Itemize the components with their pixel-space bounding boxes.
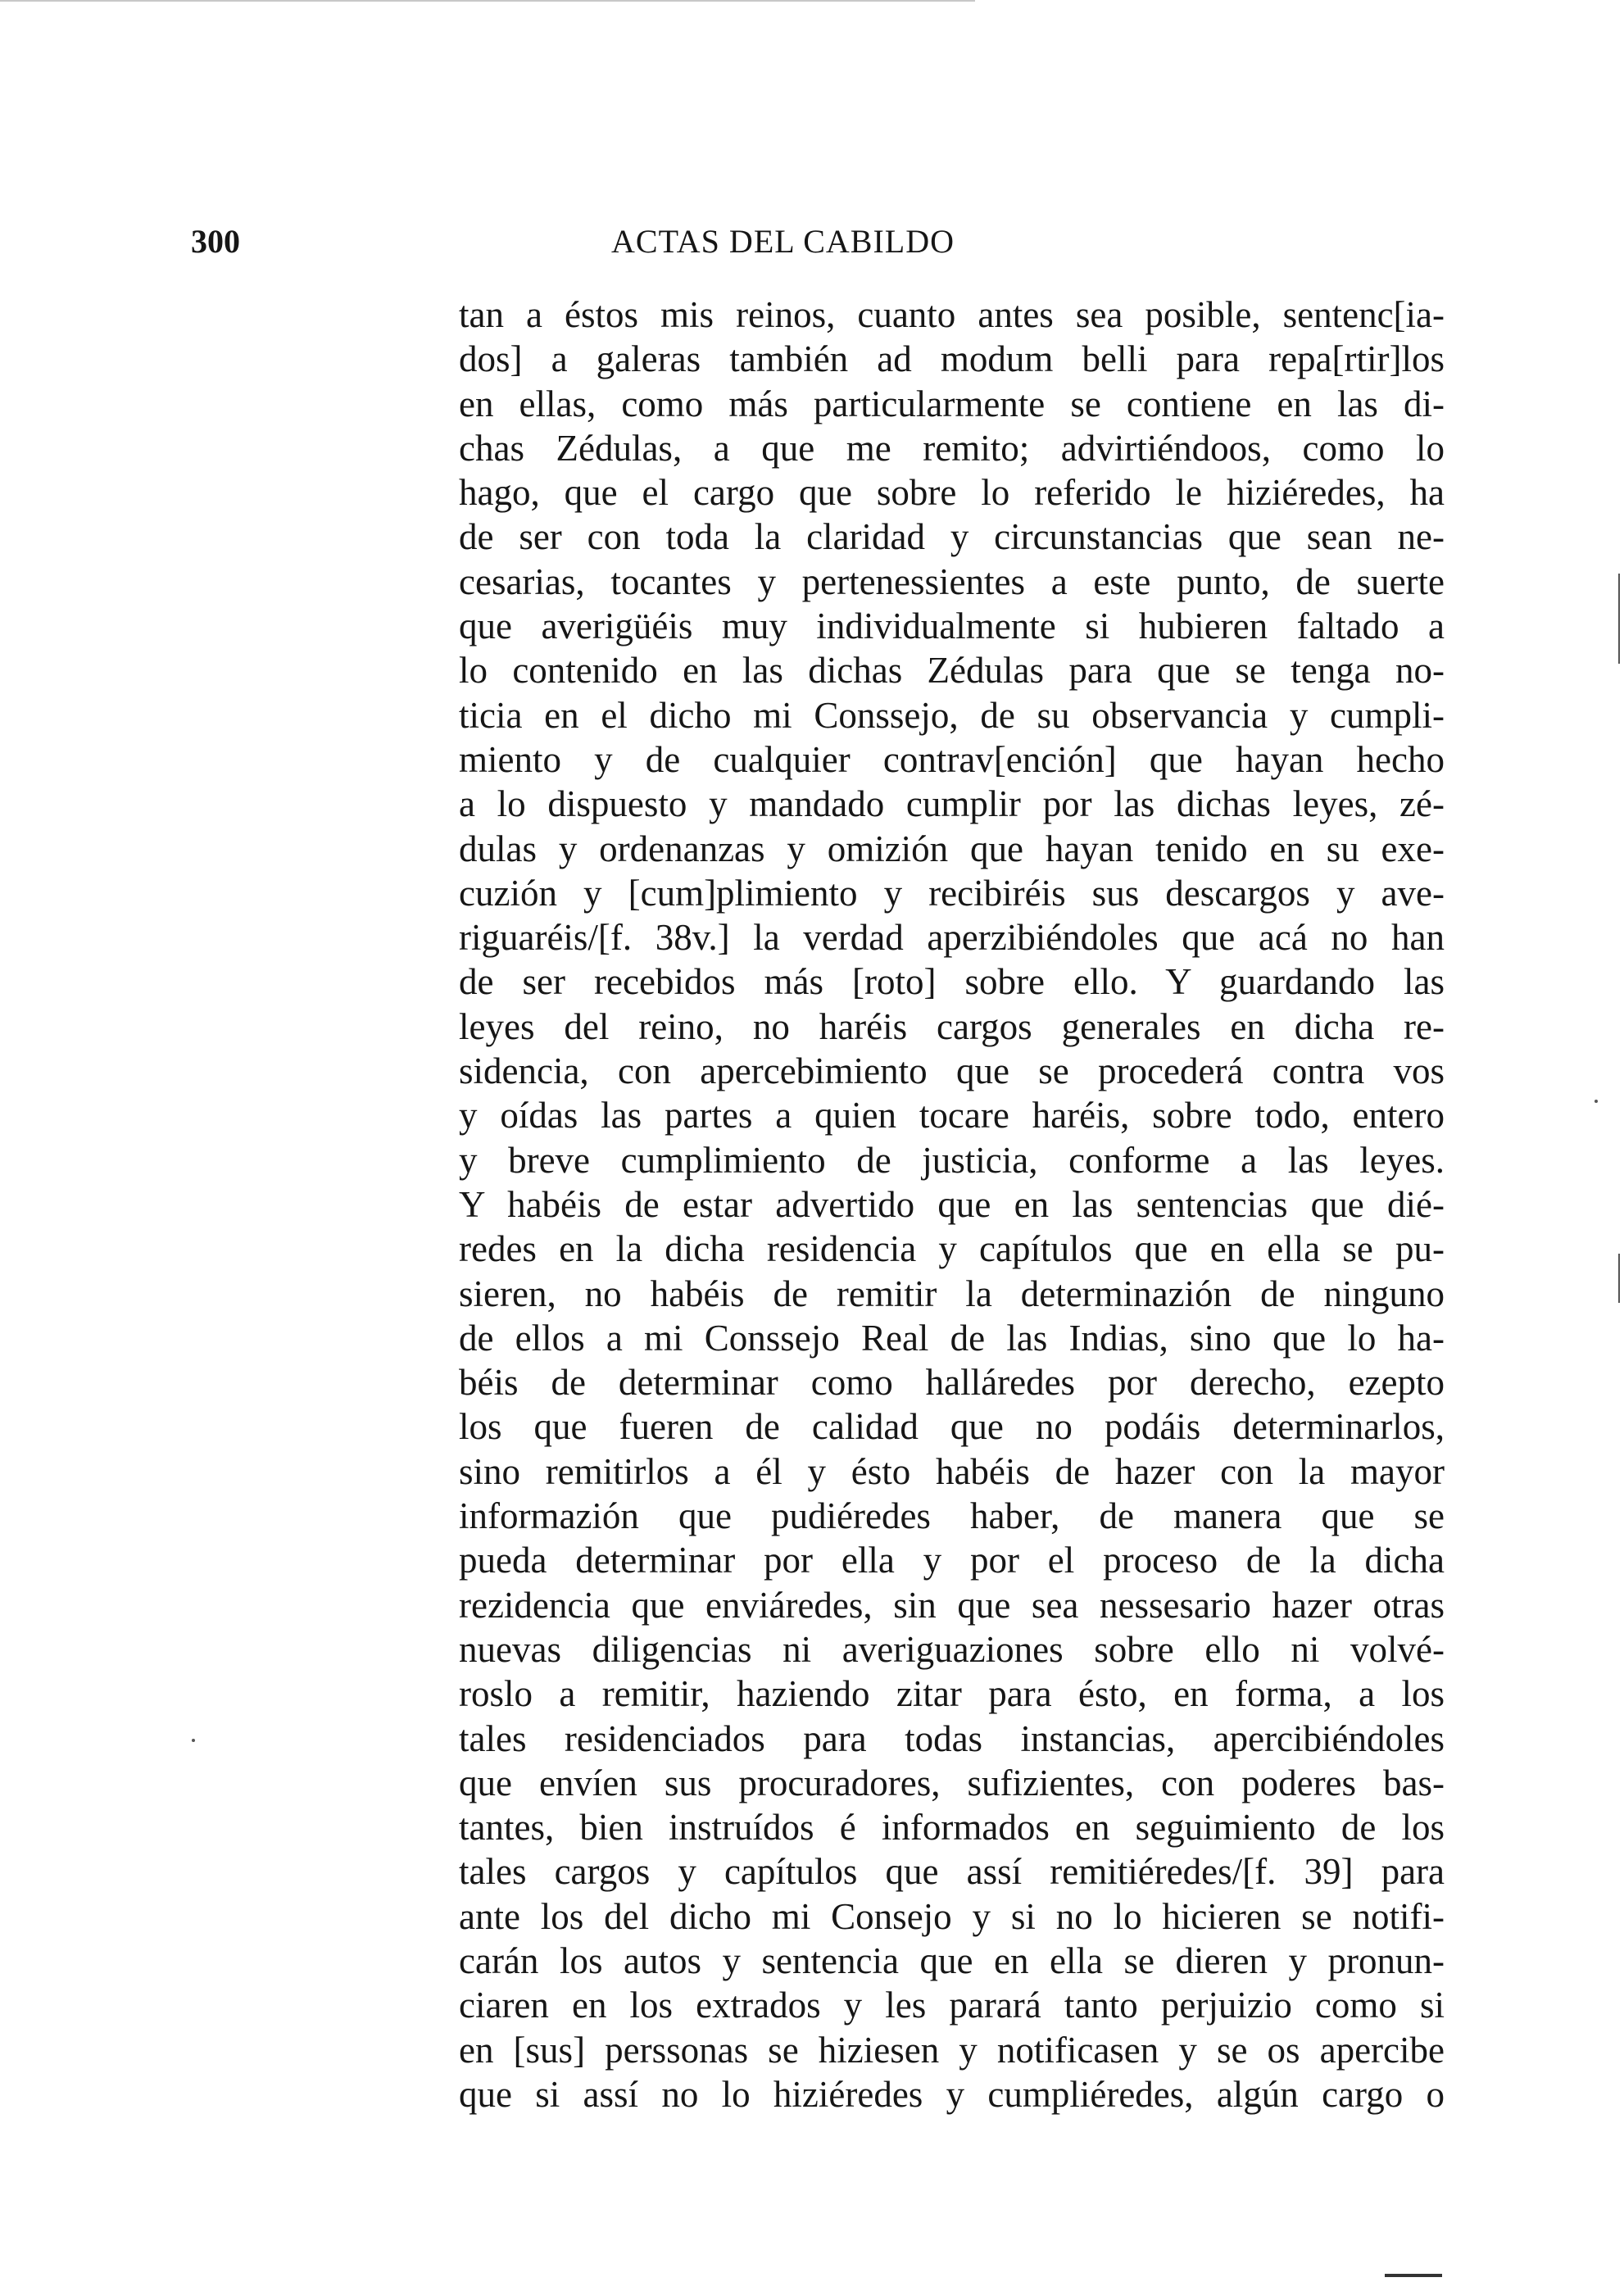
body-text [459, 293, 1445, 2116]
text-line: hago, que el cargo que sobre lo referido le hiziéredes, ha [459, 472, 1445, 514]
text-line: riguaréis/[f. 38v.] la verdad aperzibiéndoles que acá no han [459, 917, 1445, 959]
text-line: sino remitirlos a él y ésto habéis de hazer con la mayor [459, 1450, 1445, 1492]
text-line: cesarias, tocantes y pertenessientes a este punto, de suerte [459, 560, 1445, 602]
text-line: lo contenido en las dichas Zédulas para que se tenga no- [459, 650, 1445, 692]
text-line: de ser recebidos más [roto] sobre ello. Y guardando las [459, 961, 1445, 1003]
text-line: ante los del dicho mi Consejo y si no lo hicieren se notifi- [459, 1895, 1445, 1937]
text-line: cuzión y [cum]plimiento y recibiréis sus descargos y ave- [459, 872, 1445, 914]
text-line: rezidencia que enviáredes, sin que sea nessesario hazer otras [459, 1584, 1445, 1626]
scan-edge-mark [1595, 1100, 1598, 1103]
text-line: ciaren en los extrados y les parará tanto perjuizio como si [459, 1985, 1445, 2026]
text-line: de ellos a mi Conssejo Real de las Indias, sino que lo ha- [459, 1317, 1445, 1359]
text-line: sidencia, con apercebimiento que se procederá contra vos [459, 1050, 1445, 1092]
text-line: que si assí no lo hiziéredes y cumpliéredes, algún cargo o [459, 2073, 1445, 2115]
page-number: 300 [191, 223, 240, 260]
scan-footer-mark [1385, 2274, 1442, 2277]
text-line: tan a éstos mis reinos, cuanto antes sea posible, sentenc[ia- [459, 294, 1445, 335]
text-line: tales residenciados para todas instancias, apercibiéndoles [459, 1717, 1445, 1759]
text-line: en [sus] perssonas se hiziesen y notificasen y se os apercibe [459, 2029, 1445, 2071]
text-line: chas Zédulas, a que me remito; advirtiéndoos, como lo [459, 427, 1445, 469]
text-line: que envíen sus procuradores, sufizientes, con poderes bas- [459, 1762, 1445, 1803]
text-line: nuevas diligencias ni averiguaziones sobre ello ni volvé- [459, 1628, 1445, 1670]
text-line: pueda determinar por ella y por el proceso de la dicha [459, 1540, 1445, 1581]
scan-edge-mark [1618, 1254, 1620, 1303]
text-line: leyes del reino, no haréis cargos generales en dicha re- [459, 1005, 1445, 1047]
text-line: dos] a galeras también ad modum belli para repa[rtir]los [459, 338, 1445, 380]
top-edge-rule [0, 0, 975, 2]
text-line: los que fueren de calidad que no podáis determinarlos, [459, 1406, 1445, 1448]
text-line: sieren, no habéis de remitir la determinazión de ninguno [459, 1273, 1445, 1314]
text-line: que averigüéis muy individualmente si hubieren faltado a [459, 606, 1445, 647]
scan-edge-mark [192, 1739, 195, 1742]
text-line: béis de determinar como halláredes por derecho, ezepto [459, 1362, 1445, 1404]
text-line: roslo a remitir, haziendo zitar para ésto, en forma, a los [459, 1673, 1445, 1715]
text-line: carán los autos y sentencia que en ella se dieren y pronun- [459, 1939, 1445, 1981]
text-line: informazión que pudiéredes haber, de manera que se [459, 1495, 1445, 1537]
text-line: Y habéis de estar advertido que en las sentencias que dié- [459, 1183, 1445, 1225]
text-line: y breve cumplimiento de justicia, conforme a las leyes. [459, 1139, 1445, 1181]
text-line: de ser con toda la claridad y circunstancias que sean ne- [459, 516, 1445, 558]
text-line: redes en la dicha residencia y capítulos que en ella se pu- [459, 1228, 1445, 1270]
text-line: en ellas, como más particularmente se contiene en las di- [459, 383, 1445, 424]
text-line: tales cargos y capítulos que assí remitiéredes/[f. 39] para [459, 1851, 1445, 1893]
text-line: a lo dispuesto y mandado cumplir por las dichas leyes, zé- [459, 783, 1445, 825]
running-head: ACTAS DEL CABILDO [611, 223, 955, 260]
text-line: dulas y ordenanzas y omizión que hayan tenido en su exe- [459, 828, 1445, 869]
text-line: ticia en el dicho mi Conssejo, de su observancia y cumpli- [459, 694, 1445, 736]
text-line: y oídas las partes a quien tocare haréis, sobre todo, entero [459, 1095, 1445, 1136]
text-line: tantes, bien instruídos é informados en seguimiento de los [459, 1807, 1445, 1849]
scan-edge-mark [1618, 574, 1620, 664]
text-line: miento y de cualquier contrav[ención] que hayan hecho [459, 738, 1445, 780]
